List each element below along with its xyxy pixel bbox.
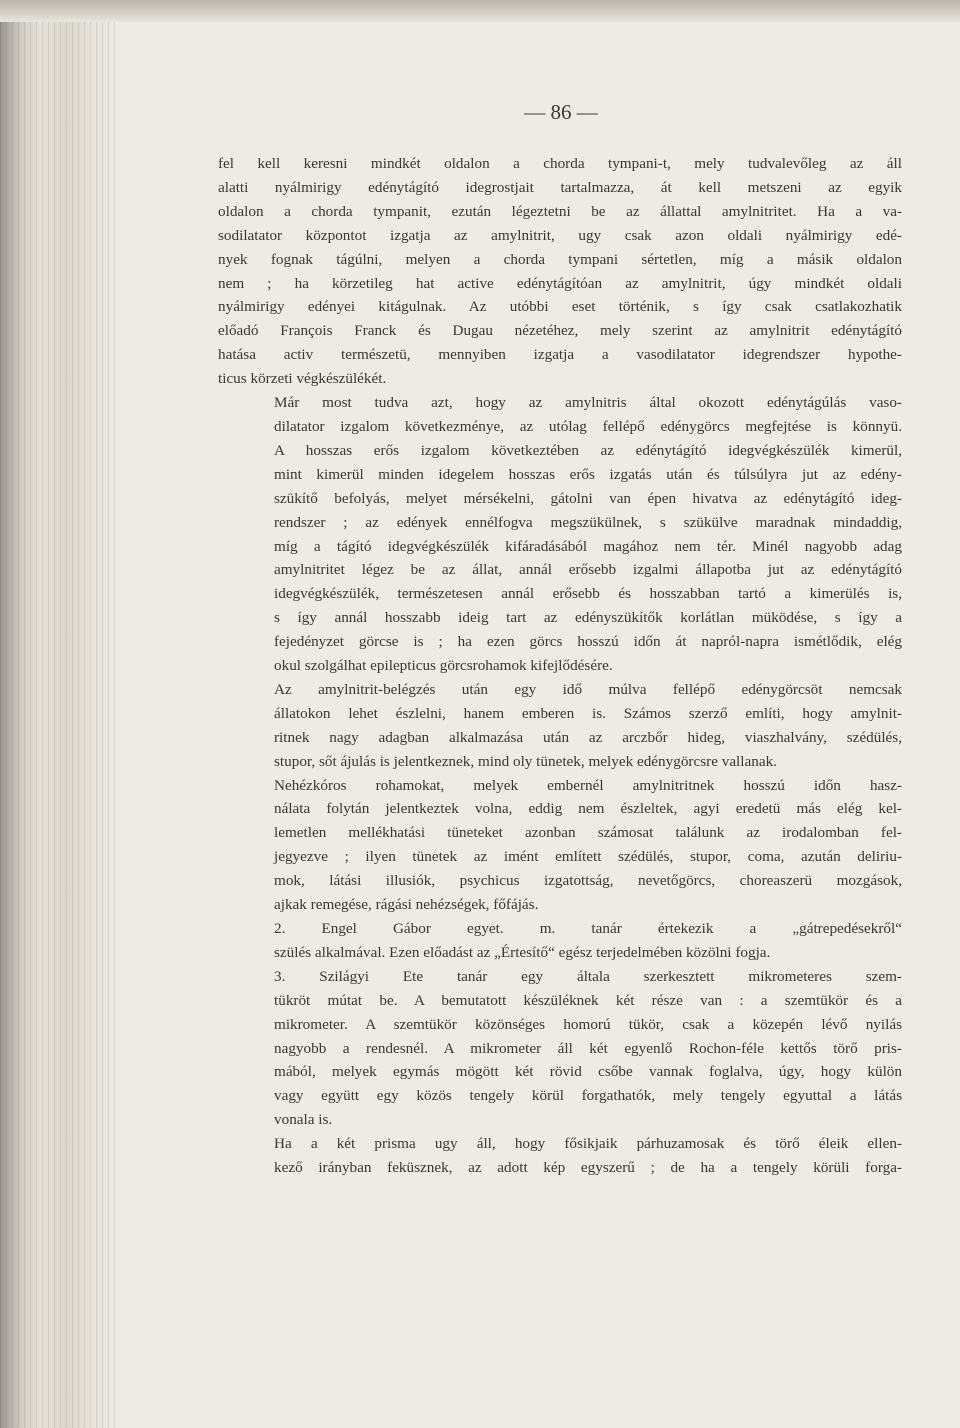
paragraph-4 <box>218 774 902 917</box>
text-line: kező irányban feküsznek, az adott kép egyszerű ; de ha a tengely körüli forga- <box>274 1159 902 1177</box>
text-line: míg a tágító idegvégkészülék kifáradásából magához nem tér. Minél nagyobb adag <box>274 537 902 555</box>
text-line: állatokon lehet észlelni, hanem emberen is. Számos szerző említi, hogy amylnit- <box>274 704 902 722</box>
top-page-shadow <box>0 0 960 22</box>
text-line: ticus körzeti végkészülékét. <box>218 370 387 388</box>
page-edges-stack <box>0 0 118 1428</box>
text-line: stupor, sőt ájulás is jelentkeznek, mind oly tünetek, melyek edénygörcsre vallanak. <box>274 752 777 770</box>
text-line: fel kell keresni mindkét oldalon a chorda tympani-t, mely tudvalevőleg az áll <box>218 155 902 172</box>
paragraph-3 <box>218 678 902 774</box>
text-line: ritnek nagy adagban alkalmazása után az arczbőr hideg, viaszhalvány, szédülés, <box>274 728 902 746</box>
text-line: Már most tudva azt, hogy az amylnitris által okozott edénytágúlás vaso- <box>274 394 902 412</box>
page-number: — 86 — <box>524 100 598 124</box>
text-line: mikrometer. A szemtükör közönséges homorú tükör, csak a közepén lévő nyilás <box>274 1015 902 1033</box>
text-line: nyálmirigy edényei kitágulnak. Az utóbbi eset történik, s így csak csatlakozhatik <box>218 298 902 316</box>
text-line: oldalon a chorda tympanit, ezután légeztetni be az állattal amylnitritet. Ha a va- <box>218 202 902 220</box>
text-line: Az amylnitrit-belégzés után egy idő múlva fellépő edénygörcsöt nemcsak <box>274 680 902 698</box>
text-line: nálata folytán jelentkeztek volna, eddig nem észleltek, agyi eredetü más elég kel- <box>274 800 902 818</box>
text-line: jegyezve ; ilyen tünetek az imént említett szédülés, stupor, coma, azután deliriu- <box>274 848 902 866</box>
text-line: sodilatator központot izgatja az amylnitrit, ugy csak azon oldali nyálmirigy edé- <box>218 226 902 244</box>
paragraph-1 <box>218 152 902 391</box>
text-line: okul szolgálhat epilepticus görcsrohamok kifejlődésére. <box>274 657 613 675</box>
text-line: lemetlen mellékhatási tüneteket azonban számosat találunk az irodalomban fel- <box>274 824 902 842</box>
text-line: Nehézkóros rohamokat, melyek embernél amylnitritnek hosszú időn hasz- <box>274 776 902 794</box>
text-line: vonala is. <box>274 1111 333 1129</box>
text-line: 3. Szilágyi Ete tanár egy általa szerkesztett mikrometeres szem- <box>274 967 902 985</box>
paragraph-2 <box>218 391 902 678</box>
text-line: szükítő befolyás, melyet mérsékelni, gátolni van épen hivatva az edénytágító ideg- <box>274 489 902 507</box>
text-line: alatti nyálmirigy edénytágító idegrostjait tartalmazza, át kell metszeni az egyik <box>218 178 902 196</box>
text-line: mok, látási illusiók, psychicus izgatottság, nevetőgörcs, choreaszerü mozgások, <box>274 872 902 890</box>
text-line: nem ; ha körzetileg hat active edénytágítóan az amylnitrit, úgy mindkét oldali <box>218 274 902 292</box>
paragraph-6 <box>218 965 902 1132</box>
text-line: mából, melyek egymás mögött két rövid csőbe vannak foglalva, úgy, hogy külön <box>274 1063 902 1081</box>
text-line: A hosszas erős izgalom következtében az edénytágító idegvégkészülék kimerül, <box>274 441 902 459</box>
text-line: rendszer ; az edények ennélfogva megszükülnek, s szükülve maradnak mindaddig, <box>274 513 902 531</box>
text-line: Ha a két prisma ugy áll, hogy fősikjaik párhuzamosak és törő éleik ellen- <box>274 1135 902 1153</box>
text-line: idegvégkészülék, természetesen annál erősebb és hosszabban tartó a kimerülés is, <box>274 585 902 603</box>
paragraph-5 <box>218 917 902 965</box>
text-line: vagy együtt egy közös tengely körül forgathatók, mely tengely egyuttal a látás <box>274 1087 902 1105</box>
text-line: 2. Engel Gábor egyet. m. tanár értekezik a „gátrepedésekről“ <box>274 920 902 937</box>
text-line: nyek fognak tágúlni, melyen a chorda tympani sértetlen, míg a másik oldalon <box>218 250 902 268</box>
text-line: dilatator izgalom következménye, az utólag fellépő edénygörcs megfejtése is könnyü. <box>274 417 902 435</box>
text-line: nagyobb a rendesnél. A mikrometer áll két egyenlő Rochon-féle kettős törő pris- <box>274 1039 902 1057</box>
text-line: ajkak remegése, rágási nehézségek, főfájás. <box>274 896 539 914</box>
text-line: mint kimerül minden idegelem hosszas erős izgatás után és túlsúlyra jut az edény- <box>274 465 902 483</box>
text-line: szülés alkalmával. Ezen előadást az „Értesítő“ egész terjedelmében közölni fogja. <box>274 943 771 961</box>
text-line: hatása activ természetü, mennyiben izgatja a vasodilatator idegrendszer hypothe- <box>218 346 902 364</box>
text-line: amylnitritet légez be az állat, annál erősebb izgalmi állapotba jut az edénytágító <box>274 561 902 579</box>
text-line: fejedényzet görcse is ; ha ezen görcs hosszú időn át napról-napra ismétlődik, elég <box>274 633 902 651</box>
text-line: előadó François Franck és Dugau nézetéhez, mely szerint az amylnitrit edénytágító <box>218 322 902 340</box>
text-line: tükröt mútat be. A bemutatott készüléknek két része van : a szemtükör és a <box>274 991 902 1009</box>
paragraph-7 <box>218 1132 902 1180</box>
body-text <box>218 152 902 1180</box>
text-line: s így annál hosszabb ideig tart az edényszükítők korlátlan müködése, s így a <box>274 609 902 627</box>
